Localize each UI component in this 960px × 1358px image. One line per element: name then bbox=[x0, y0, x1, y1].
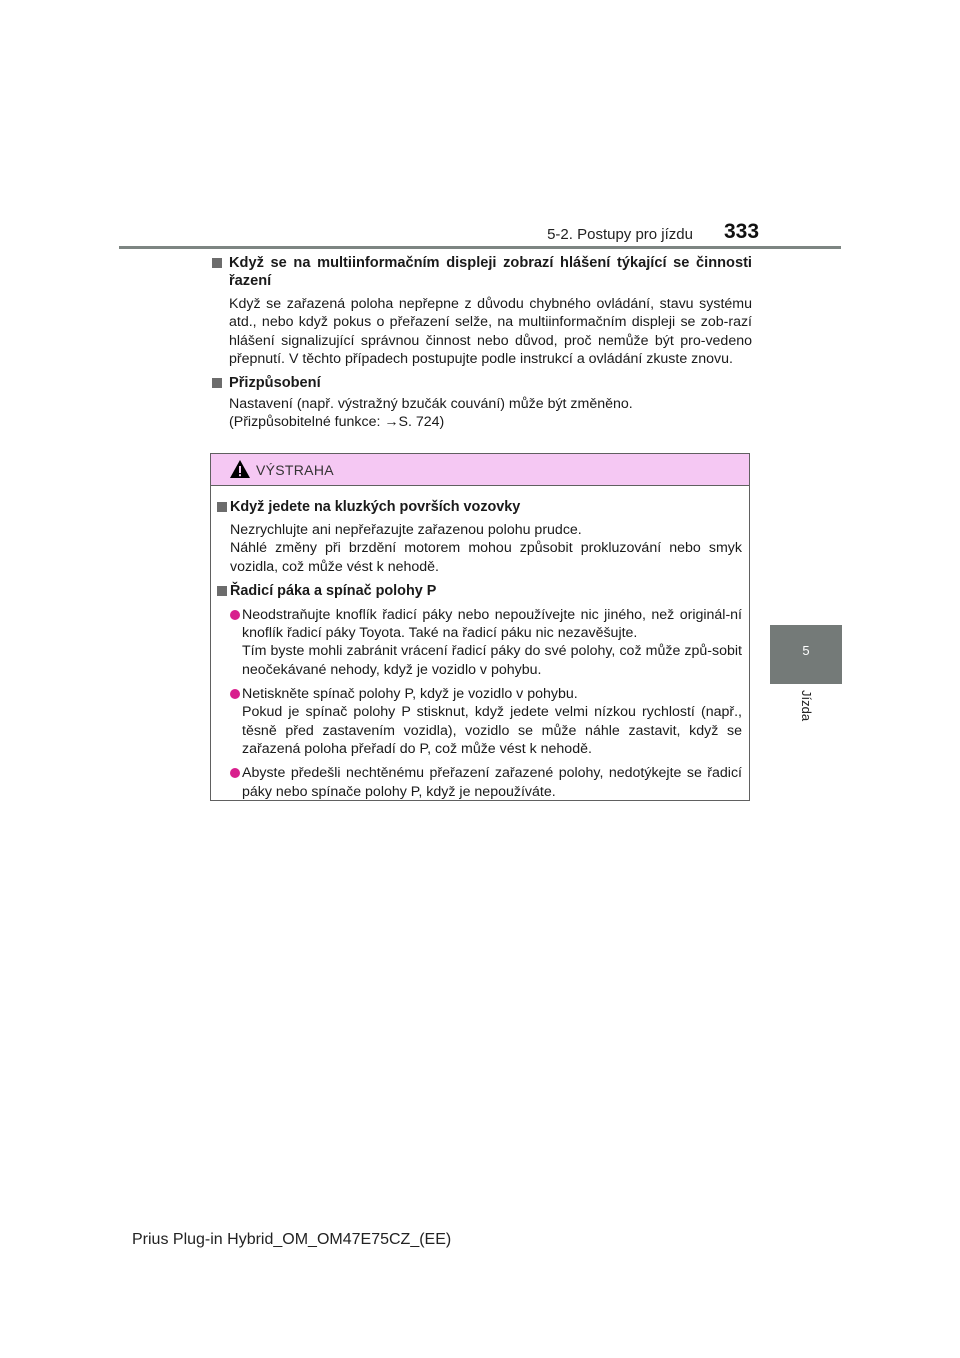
warning-section-heading bbox=[217, 498, 742, 516]
text-line: Pokud je spínač polohy P stisknut, když jedete velmi nízkou rychlostí (např., těsně před zastavením vozidla), vozidlo se může náhle zastavit, když se zařazená poloha přeřadí do P, což může vést k nehodě. bbox=[242, 704, 742, 757]
warning-section-heading bbox=[217, 582, 742, 600]
main-content bbox=[212, 254, 752, 432]
chapter-tab-label: Jízda bbox=[799, 690, 814, 722]
section-customization bbox=[212, 374, 752, 432]
text-line: Neodstraňujte knoflík řadicí páky nebo nepoužívejte nic jiného, než originál-ní knoflík řadicí páky Toyota. Také na řadicí páku nic nezavěšujte. bbox=[242, 606, 742, 642]
round-bullet-icon bbox=[230, 610, 240, 620]
text-line: Abyste předešli nechtěnému přeřazení zařazené polohy, nedotýkejte se řadicí páky nebo spínače polohy P, když je nepoužíváte. bbox=[242, 765, 742, 800]
header-section-title: 5-2. Postupy pro jízdu bbox=[547, 226, 693, 243]
square-bullet-icon bbox=[212, 378, 222, 388]
section-display-message bbox=[212, 254, 752, 368]
warning-body bbox=[211, 486, 749, 801]
bullet-item bbox=[217, 685, 742, 758]
warning-section-slippery bbox=[217, 498, 742, 576]
section-heading bbox=[212, 374, 752, 392]
square-bullet-icon bbox=[212, 258, 222, 268]
warning-box bbox=[210, 453, 750, 801]
section-heading-text: Když se na multiinformačním displeji zobrazí hlášení týkající se činnosti řazení bbox=[229, 255, 752, 289]
text-line: Náhlé změny při brzdění motorem mohou způsobit prokluzování nebo smyk vozidla, což může vést k nehodě. bbox=[230, 540, 742, 575]
bullet-item bbox=[217, 606, 742, 679]
section-body: Když se zařazená poloha nepřepne z důvodu chybného ovládání, stavu systému atd., nebo když pokus o přeřazení selže, na multiinformačním displeji se zob-razí hlášení signalizující správnou činnost nebo důvod, proč nemůže být pro-vedeno přepnutí. V těchto případech postupujte podle instrukcí a ovládání zkuste znovu. bbox=[229, 296, 752, 367]
text-line: Nezrychlujte ani nepřeřazujte zařazenou polohu prudce. bbox=[230, 522, 582, 538]
chapter-tab-number: 5 bbox=[802, 643, 810, 658]
chapter-tab bbox=[770, 625, 842, 684]
text-line: Netiskněte spínač polohy P, když je vozidlo v pohybu. bbox=[242, 686, 578, 703]
warning-section-heading-text: Když jedete na kluzkých površích vozovky bbox=[230, 499, 521, 515]
square-bullet-icon bbox=[217, 502, 227, 512]
warning-section-shift-lever bbox=[217, 582, 742, 801]
warning-section-heading-text: Řadicí páka a spínač polohy P bbox=[230, 582, 437, 599]
section-heading-text: Přizpůsobení bbox=[229, 375, 321, 392]
text-line: Tím byste mohli zabránit vrácení řadicí páky do své polohy, což může způ-sobit neočekávané nehody, když je vozidlo v pohybu. bbox=[242, 643, 742, 678]
round-bullet-icon bbox=[230, 689, 240, 699]
round-bullet-icon bbox=[230, 768, 240, 778]
section-heading bbox=[212, 254, 752, 290]
section-body bbox=[212, 395, 752, 432]
header-rule bbox=[119, 246, 841, 249]
body-line: (Přizpůsobitelné funkce: →S. 724) bbox=[229, 414, 445, 431]
page-number: 333 bbox=[724, 220, 760, 243]
body-line: Nastavení (např. výstražný bzučák couvání) může být změněno. bbox=[229, 396, 633, 413]
footer-document-id: Prius Plug-in Hybrid_OM_OM47E75CZ_(EE) bbox=[132, 1231, 452, 1248]
warning-title: VÝSTRAHA bbox=[256, 462, 334, 478]
warning-triangle-icon bbox=[229, 459, 251, 479]
warning-header bbox=[211, 454, 749, 486]
warning-section-text bbox=[217, 521, 742, 576]
bullet-item bbox=[217, 764, 742, 801]
square-bullet-icon bbox=[217, 586, 227, 596]
